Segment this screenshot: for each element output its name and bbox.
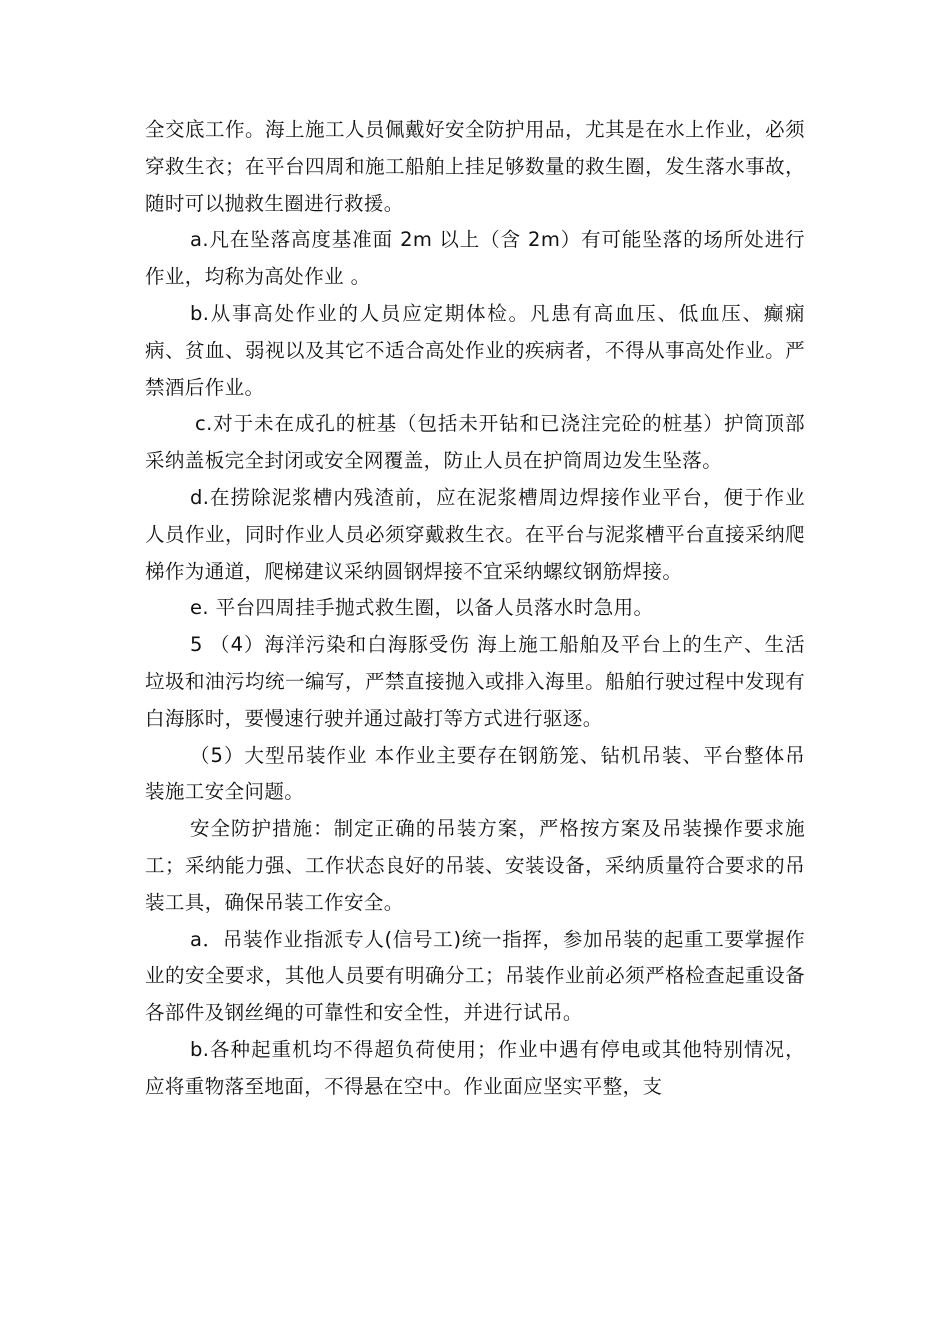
paragraph-item-a-height-work: a.凡在坠落高度基准面 2m 以上（含 2m）有可能坠落的场所处进行作业，均称为高处作业 。 [145,228,805,289]
paragraph-item-e-life-buoy: e. 平台四周挂手抛式救生圈，以备人员落水时急用。 [190,596,654,620]
paragraph-lifting-item-b: b.各种起重机均不得超负荷使用；作业中遇有停电或其他特别情况，应将重物落至地面，不得悬在空中。作业面应坚实平整，支 [145,1037,805,1098]
paragraph-item-d-mud-tank: d.在捞除泥浆槽内残渣前，应在泥浆槽周边焊接作业平台，便于作业人员作业，同时作业人员必须穿戴救生衣。在平台与泥浆槽平台直接采纳爬梯作为通道，爬梯建议采纳圆钢焊接不宜采纳螺纹钢筋焊接。 [145,485,805,583]
paragraph-section-5-lifting: （5）大型吊装作业 本作业主要存在钢筋笼、钻机吊装、平台整体吊装施工安全问题。 [145,743,805,804]
body-text [145,112,805,1106]
paragraph-continuation: 全交底工作。海上施工人员佩戴好安全防护用品，尤其是在水上作业，必须穿救生衣；在平台四周和施工船舶上挂足够数量的救生圈，发生落水事故，随时可以抛救生圈进行救援。 [145,118,805,215]
paragraph-item-c-pile-cover: c.对于未在成孔的桩基（包括未开钻和已浇注完砼的桩基）护筒顶部采纳盖板完全封闭或安全网覆盖，防止人员在护筒周边发生坠落。 [145,412,805,473]
paragraph-lifting-item-a: a．吊装作业指派专人(信号工)统一指挥，参加吊装的起重工要掌握作业的安全要求，其他人员要有明确分工；吊装作业前必须严格检查起重设备各部件及钢丝绳的可靠性和安全性，并进行试吊。 [145,927,805,1025]
paragraph-safety-measures: 安全防护措施：制定正确的吊装方案，严格按方案及吊装操作要求施工；采纳能力强、工作状态良好的吊装、安装设备，采纳质量符合要求的吊装工具，确保吊装工作安全。 [145,817,805,914]
paragraph-item-b-health-check: b.从事高处作业的人员应定期体检。凡患有高血压、低血压、癫痫病、贫血、弱视以及其它不适合高处作业的疾病者，不得从事高处作业。严禁酒后作业。 [145,301,805,399]
paragraph-section-4-pollution: 5 （4）海洋污染和白海豚受伤 海上施工船舶及平台上的生产、生活垃圾和油污均统一编写，严禁直接抛入或排入海里。船舶行驶过程中发现有白海豚时，要慢速行驶并通过敲打等方式进行驱逐。 [145,633,805,730]
